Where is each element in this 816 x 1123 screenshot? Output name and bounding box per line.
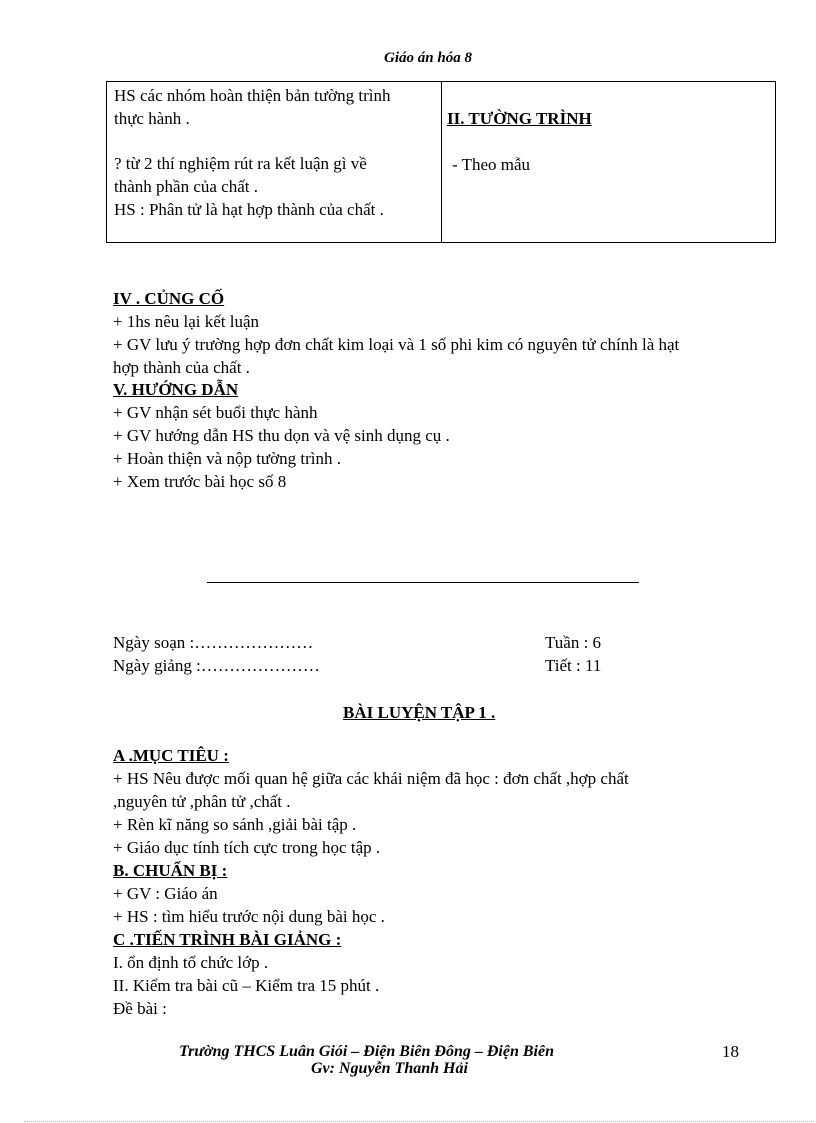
section-a-line: + Giáo dục tính tích cực trong học tập .	[113, 838, 381, 857]
section-b-line: + GV : Giáo án	[113, 884, 218, 903]
section-b-heading: B. CHUẨN BỊ :	[113, 861, 228, 880]
ngay-giang: Ngày giảng :…………………	[113, 656, 320, 675]
section-a-heading: A .MỤC TIÊU :	[113, 746, 229, 765]
table-right-text: - Theo mẫu	[452, 155, 531, 174]
table-left-line: HS các nhóm hoàn thiện bản tường trình	[114, 86, 391, 105]
footer-school: Trường THCS Luân Giói – Điện Biên Đông – Điện Biên	[179, 1043, 554, 1060]
section-4-heading: IV . CỦNG CỐ	[113, 289, 225, 308]
table-left-line: thành phần của chất .	[114, 177, 258, 196]
tiet: Tiết : 11	[545, 656, 602, 675]
footer-author: Gv: Nguyễn Thanh Hải	[311, 1060, 468, 1077]
section-5-line: + Xem trước bài học số 8	[113, 472, 287, 491]
separator-line	[207, 582, 639, 583]
lesson-title: BÀI LUYỆN TẬP 1 .	[343, 703, 496, 722]
section-4-line: hợp thành của chất .	[113, 358, 250, 377]
section-b-line: + HS : tìm hiểu trước nội dung bài học .	[113, 907, 385, 926]
section-a-line: ,nguyên tử ,phân tử ,chất .	[113, 792, 291, 811]
table-left-line: thực hành .	[114, 109, 190, 128]
table-right-heading: II. TƯỜNG TRÌNH	[447, 109, 592, 128]
section-5-heading: V. HƯỚNG DẪN	[113, 380, 239, 399]
section-4-line: + GV lưu ý trường hợp đơn chất kim loại và 1 số phi kim có nguyên tử chính là hạt	[113, 335, 680, 354]
page-number: 18	[722, 1042, 739, 1061]
section-4-line: + 1hs nêu lại kết luận	[113, 312, 260, 331]
section-c-heading: C .TIẾN TRÌNH BÀI GIẢNG :	[113, 930, 342, 949]
tuan: Tuần : 6	[545, 633, 602, 652]
section-c-line: II. Kiểm tra bài cũ – Kiểm tra 15 phút .	[113, 976, 380, 995]
section-5-line: + GV hướng dẫn HS thu dọn và vệ sinh dụng cụ .	[113, 426, 450, 445]
section-5-line: + GV nhận sét buổi thực hành	[113, 403, 318, 422]
table-left-line: HS : Phân tử là hạt hợp thành của chất .	[114, 200, 384, 219]
content-table	[106, 81, 776, 243]
page-bottom-border	[24, 1121, 814, 1122]
section-a-line: + HS Nêu được mối quan hệ giữa các khái niệm đã học : đơn chất ,hợp chất	[113, 769, 629, 788]
section-a-line: + Rèn kĩ năng so sánh ,giải bài tập .	[113, 815, 357, 834]
page-header: Giáo án hóa 8	[384, 50, 472, 66]
section-5-line: + Hoàn thiện và nộp tường trình .	[113, 449, 341, 468]
table-left-line: ? từ 2 thí nghiệm rút ra kết luận gì về	[114, 154, 367, 173]
table-divider	[441, 82, 442, 242]
section-c-line: Đề bài :	[113, 999, 167, 1018]
section-c-line: I. ổn định tổ chức lớp .	[113, 953, 269, 972]
ngay-soan: Ngày soạn :…………………	[113, 633, 314, 652]
